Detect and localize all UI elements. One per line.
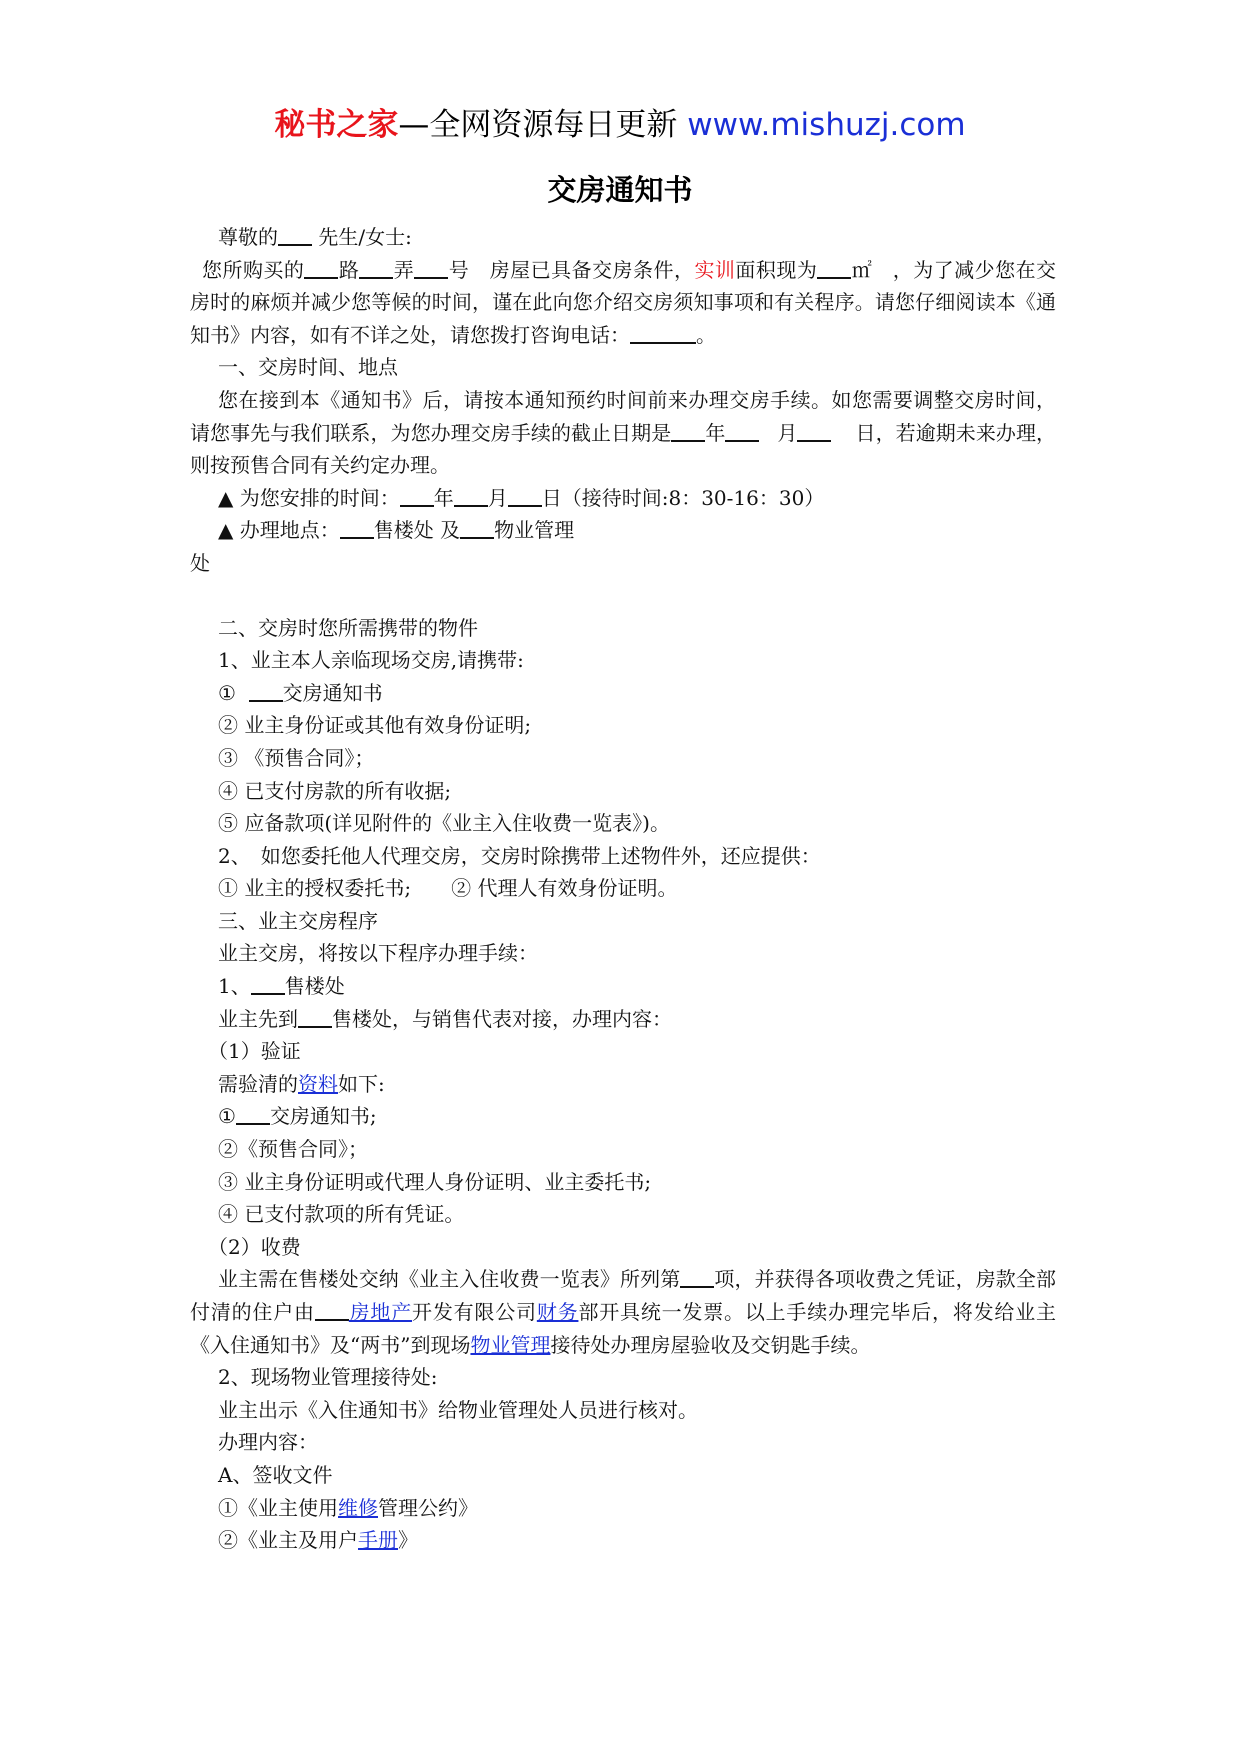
- list-item: ④ 已支付款项的所有凭证。: [218, 1202, 465, 1227]
- blank-name: [278, 224, 312, 246]
- list-item: ③ 《预售合同》；: [218, 745, 375, 770]
- link-finance[interactable]: 财务: [536, 1300, 579, 1324]
- sub-heading: （1）验证: [208, 1039, 301, 1064]
- intro-paragraph: 您所购买的 路 弄 号 房屋已具备交房条件，实训面积现为 ㎡ ，为了减少您在交房时的麻烦并减少您等候的时间，谨在此向您介绍交房须知事项和有关程序。请您仔细阅读本《通知书》内容，如有不详之处，请您拨打咨询电话： 。: [190, 257, 1057, 347]
- place-line-continued: 处: [190, 550, 210, 575]
- link-handbook[interactable]: 手册: [358, 1528, 398, 1553]
- deadline-paragraph: 您在接到本《通知书》后，请按本通知预约时间前来办理交房手续。如您需要调整交房时间，请您事先与我们联系，为您办理交房手续的截止日期是 年 月 日，若逾期未来办理，则按预售合同有关约定办理。: [190, 387, 1057, 478]
- paragraph: 业主出示《入住通知书》给物业管理处人员进行核对。: [218, 1397, 698, 1422]
- greeting-line: 尊敬的 先生/女士:: [218, 225, 412, 249]
- list-item: ④ 已支付房款的所有收据;: [218, 778, 452, 803]
- document-title: 交房通知书: [547, 173, 693, 207]
- document-body: [190, 221, 1056, 1557]
- place-line: ▲ 办理地点： 售楼处 及 物业管理: [218, 518, 575, 543]
- link-materials[interactable]: 资料: [298, 1071, 338, 1096]
- step-heading: 2、现场物业管理接待处:: [218, 1365, 438, 1390]
- list-item: ⑤ 应备款项(详见附件的《业主入住收费一览表》)。: [218, 811, 670, 836]
- section-heading: 三、业主交房程序: [218, 908, 378, 933]
- blank-phone: [630, 322, 696, 344]
- section-heading: 二、交房时您所需携带的物件: [218, 615, 478, 640]
- sub-heading: A、签收文件: [218, 1462, 333, 1487]
- brand-name: 秘书之家: [274, 107, 399, 143]
- paragraph: 业主交房，将按以下程序办理手续：: [218, 941, 538, 966]
- paragraph: 办理内容：: [218, 1430, 318, 1455]
- schedule-time-line: ▲ 为您安排的时间： 年 月 日（接待时间:8：30-16：30）: [218, 485, 825, 510]
- list-item: ① 交房通知书;: [218, 1104, 377, 1129]
- sub-heading: （2）收费: [208, 1234, 301, 1259]
- highlight-text: 实训: [694, 257, 736, 282]
- list-item: ① 交房通知书: [218, 680, 383, 705]
- list-subheading: 2、 如您委托他人代理交房，交房时除携带上述物件外，还应提供：: [218, 843, 821, 868]
- fee-paragraph: 业主需在售楼处交纳《业主入住收费一览表》所列第 项，并获得各项收费之凭证，房款全部付清的住户由 房地产开发有限公司财务部开具统一发票。以上手续办理完毕后，将发给业主《入住通知书》及“两书”到现场物业管理接待处办理房屋验收及交钥匙手续。: [190, 1267, 1057, 1357]
- step-heading: 1、 售楼处: [218, 974, 345, 999]
- link-property-management[interactable]: 物业管理: [470, 1332, 551, 1357]
- site-banner: [0, 100, 1240, 150]
- list-item: ② 业主身份证或其他有效身份证明;: [218, 713, 532, 738]
- link-maintenance[interactable]: 维修: [338, 1495, 378, 1520]
- banner-tagline: —全网资源每日更新: [398, 107, 678, 143]
- paragraph: 业主先到 售楼处，与销售代表对接，办理内容：: [218, 1006, 672, 1031]
- list-item: ②《预售合同》；: [218, 1137, 368, 1162]
- list-subheading: 1、业主本人亲临现场交房,请携带:: [218, 648, 524, 673]
- list-item: ②《业主及用户手册》: [218, 1528, 418, 1553]
- list-item: ①《业主使用维修管理公约》: [218, 1495, 478, 1520]
- paragraph: 需验清的资料如下:: [218, 1071, 385, 1096]
- list-item: ③ 业主身份证明或代理人身份证明、业主委托书;: [218, 1169, 652, 1194]
- list-item: ① 业主的授权委托书; ② 代理人有效身份证明。: [218, 876, 678, 901]
- banner-url-link[interactable]: www.mishuzj.com: [687, 107, 966, 143]
- section-heading: 一、交房时间、地点: [218, 355, 398, 380]
- link-real-estate[interactable]: 房地产: [348, 1300, 413, 1324]
